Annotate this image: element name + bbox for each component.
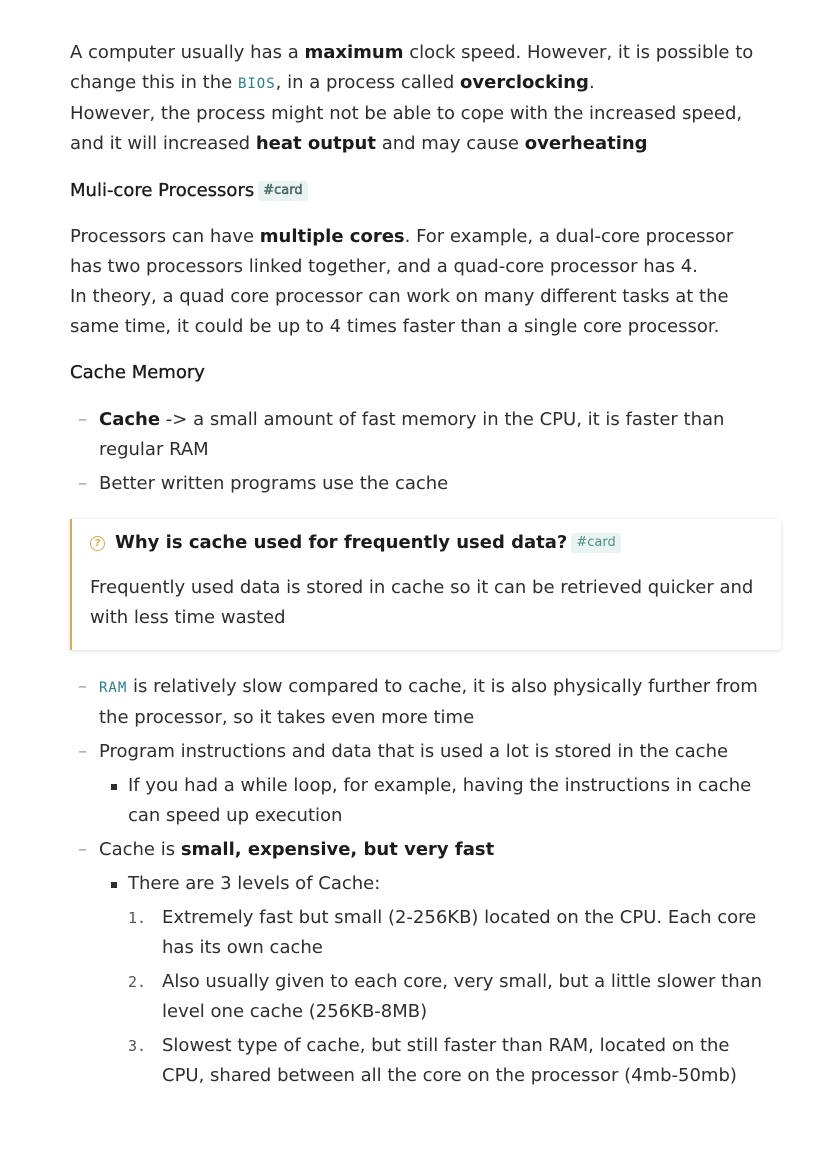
cache-level-item (128, 967, 770, 1027)
text: is relatively slow compared to cache, it is also physically further from the processor, so it takes even more time (99, 676, 758, 728)
cache-level-item (128, 1031, 770, 1091)
text: A computer usually has a (70, 42, 305, 63)
code-ram: RAM (99, 680, 128, 696)
intro-paragraph (70, 38, 770, 159)
card-tag[interactable]: #card (571, 533, 620, 553)
bold-multiple-cores: multiple cores (259, 226, 405, 247)
item-number: 1. (128, 909, 147, 927)
callout-title (90, 528, 765, 558)
details-list (70, 672, 770, 1091)
list-item (70, 737, 770, 831)
text: Also usually given to each core, very small, but a little slower than level one cache (256KB-8MB) (162, 971, 763, 1022)
text: There are 3 levels of Cache: (128, 873, 381, 894)
item-number: 2. (128, 973, 147, 991)
multicore-paragraph (70, 222, 770, 342)
card-tag[interactable]: #card (258, 181, 307, 201)
text: However, the process might not be able to cope with the increased speed, and it will increased (70, 103, 743, 154)
code-bios: BIOS (237, 76, 276, 92)
heading-text: Muli-core Processors (70, 180, 255, 201)
callout-body: Frequently used data is stored in cache so it can be retrieved quicker and with less time wasted (90, 577, 754, 628)
question-circle-icon: ? (90, 536, 105, 551)
text: clock speed. However, it is possible to change this in the (70, 42, 754, 93)
text: . For example, a dual-core processor has two processors linked together, and a quad-core processor has 4. (70, 226, 734, 277)
bold-overclocking: overclocking (460, 72, 589, 93)
text: and may cause (375, 133, 525, 154)
sub-list (99, 771, 770, 831)
list-item: If you had a while loop, for example, having the instructions in cache can speed up execution (99, 771, 770, 831)
multicore-heading (70, 176, 770, 206)
list-item (99, 869, 770, 1091)
cache-list (70, 405, 770, 499)
text: . (588, 72, 595, 93)
text: Slowest type of cache, but still faster than RAM, located on the CPU, shared between all the core on the processor (4mb-50mb) (162, 1035, 737, 1086)
list-item: – Better written programs use the cache (70, 469, 770, 499)
cache-levels-list (128, 903, 770, 1091)
text: Program instructions and data that is used a lot is stored in the cache (99, 741, 729, 762)
list-item (70, 835, 770, 1091)
text: Cache is (99, 839, 181, 860)
bold-heat-output: heat output (255, 133, 376, 154)
text: Extremely fast but small (2-256KB) located on the CPU. Each core has its own cache (162, 907, 757, 958)
bold-cache: Cache (99, 409, 161, 430)
cache-heading: Cache Memory (70, 362, 205, 383)
text: In theory, a quad core processor can work on many different tasks at the same time, it could be up to 4 times faster than a single core processor. (70, 286, 729, 337)
text: , in a process called (275, 72, 461, 93)
bold-small-expensive: small, expensive, but very fast (180, 839, 495, 860)
sub-list (99, 869, 770, 1091)
text: Processors can have (70, 226, 260, 247)
text: -> a small amount of fast memory in the CPU, it is faster than regular RAM (99, 409, 725, 460)
question-callout (70, 519, 781, 650)
note-page (70, 38, 770, 1091)
list-item (70, 405, 770, 465)
bold-overheating: overheating (524, 133, 648, 154)
item-number: 3. (128, 1037, 147, 1055)
cache-level-item (128, 903, 770, 963)
callout-title-text: Why is cache used for frequently used data? (115, 532, 568, 553)
bold-maximum: maximum (304, 42, 404, 63)
list-item (70, 672, 770, 733)
